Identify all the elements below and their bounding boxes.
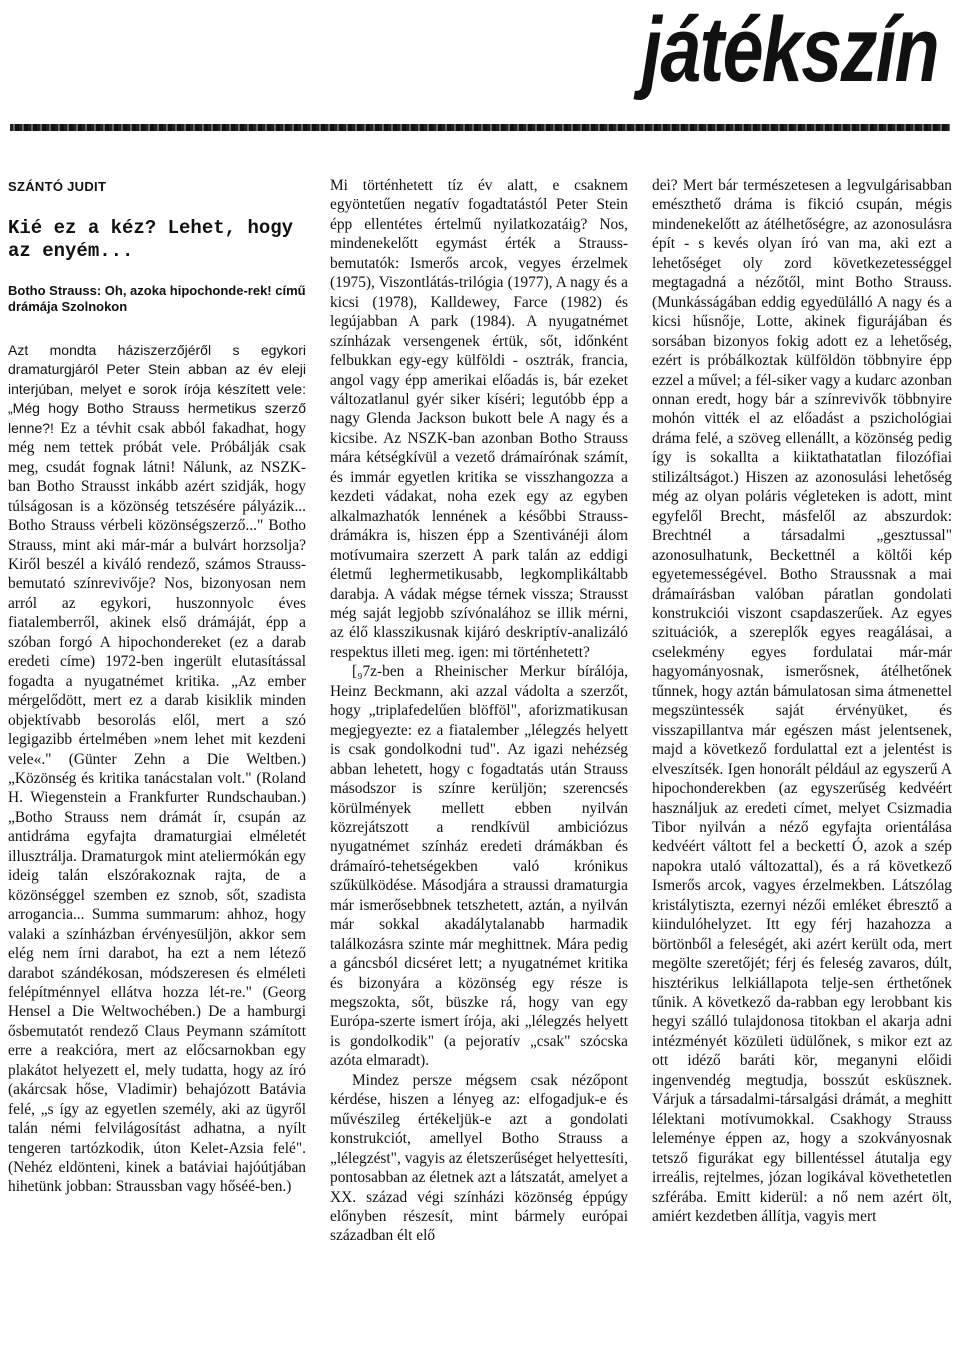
column-3-text: dei? Mert bár természetesen a legvulgárisabban emészthető dráma is fikció csupán, mégis mindenekelőtt az átélhetőségre, az azonosulásra épít - s kevés olyan író van ma, aki ezt a lehetőséget oly zord következetességgel megtagadná a nézőtől, mint Botho Strauss. (Munkásságában eddig egyedülálló A nagy és a kicsi hűsnője, Lotte, akinek figurájában és sorsában bizonyos fokig adott ez a lehetőség, ezért is próbálkoztak külföldön többnyire épp ezzel a művel; a fél-siker vagy a kudarc azonban onnan eredt, hogy bár a színrevivők többnyire mohón vitték el az előadást a pszichológiai dráma felé, a szöveg ellenállt, a közönség pedig így is sokallta a kiiktathatatlan filozófiai stilizáltságot.) Hiszen az azonosulási lehetőség még az olyan poláris végleteken is adott, mint egyfelől Brecht, másfelől az abszurdok: Brechtnél a társadalmi „gesztussal" azonosulhatunk, Beckettnél a költői kép egyetemességével. Botho Straussnak a mai drámaírásban valóban páratlan gondolati konstrukciói viszont csapdaszerűek. Az egyes szituációk, a szereplők egyes reagálásai, a cselekmény egyes fordulatai már-már hagyományosnak, ismerősnek, átélhetőnek tűnnek, hogy aztán bámulatosan sima átmenettel megszüntessék saját érvényüket, és visszapillantva már egészen mást jelentsenek, majd a következő fordulattal ezt a jelentést is elveszítsék. Igen honorált például az egyszerű A hipochonderekben (az egyszerűség kedvéért használjuk az eredeti címet, melyet Csizmadia Tibor nyilván a néző egyfajta orientálása kedvéért váltott fel a beckettí Ó, azok a szép napokra utaló változattal), és a rá következő Ismerős arcok, vagyes érzelmekben. Látszólag kristálytiszta, ezernyi nézői emléket ébresztő a kiindulóhelyzet. Itt egy férj hazahozza a börtönből a feleségét, aki azért került oda, mert megölte szeretőjét; férj és feleség zavaros, dúlt, hisztérikus lelkiállapota telje-sen érthetőnek tűnik. A következő da-rabban egy lerobbant kis hegyi szálló tulajdonosa titokban el akarja adni intézményét közületi üdülőnek, s mikor ezt az ott idéző baráti kör, meganyni előidi ingenvendég megtudja, bosszút esküsznek. Várjuk a társadalmi-társalgási drámát, a meghitt lélektani motívumokkal. Csakhogy Strauss leleménye éppen az, hogy a szokványosnak tetsző figurákat egy billentéssel átutalja egy irreális, rejtelmes, józan logikával követhetetlen szférába. Emitt kiderül: a nő nem azért ölt, amiért kezdetben állítja, vagyis mert bbox=[652, 177, 952, 1226]
masthead-title: játékszín bbox=[641, 0, 938, 101]
column-3 bbox=[652, 176, 952, 1226]
header-rule bbox=[10, 124, 950, 131]
column-2 bbox=[330, 176, 628, 1246]
lead-text: Azt mondta háziszerzőjéről s egykori dramaturgjáról Peter Stein abban az év eleji interjúban, melyet e sorok írója készített vele: „Még hogy Botho Strauss hermetikus szerző lenne?! bbox=[8, 342, 306, 436]
column-2-paragraph-3: Mindez persze mégsem csak nézőpont kérdése, hiszen a lényeg az: elfogadjuk-e és művészileg értékeljük-e azt a gondolati konstrukciót, amellyel Botho Strauss a „lélegzést", vagyis az életszerűséget helyettesíti, pontosabban az életnek azt a látszatát, amelyet a XX. század végi színházi közönség éppúgy előnyben részesít, mint bármely európai században élt elő bbox=[330, 1071, 628, 1245]
column-2-paragraph-1: Mi történhetett tíz év alatt, e csaknem egyöntetűen negatív fogadtatástól Peter Stein épp ellentétes értelmű nyilatkozatáig? Nos, mindenekelőtt egymást érték a Strauss-bemutatók: Ismerős arcok, vegyes érzelmek (1975), Viszontlátás-trilógia (1977), A nagy és a kicsi (1978), Kalldewey, Farce (1982) és legújabban A park (1984). A nyugatnémet színházak versengenek értük, sőt, időnként felbukkan egy-egy külföldi - osztrák, francia, angol vagy épp amerikai előadás is, bár ezeket változatlanul gyér siker kíséri; legutóbb épp a nagy Glenda Jackson bukott bele A nagy és a kicsibe. Az NSZK-ban azonban Botho Strauss mára kétségkívül a vezető drámaírónak számít, és immár egyetlen kritika se visszhangozza a kezdeti vádakat, noha ezek egy az egyben alkalmazhatók lennének a későbbi Strauss-drámákra is, hiszen épp a Szentivánéji álom motívumaira szerzett A park talán az eddigi életmű leghermetikusabb, legkomplikáltabb darabja. A vádak mégse térnek vissza; Strausst még saját legjobb szívónalához se illik mérni, az élő klasszikusnak kijáró deskriptív-analizáló respektus illeti meg. igen: mi történhetett? bbox=[330, 177, 628, 661]
column-1 bbox=[8, 176, 306, 1197]
column-1-text bbox=[8, 341, 306, 1197]
author-name: SZÁNTÓ JUDIT bbox=[8, 179, 107, 194]
headline: Kié ez a kéz? Lehet, hogy az enyém... bbox=[8, 217, 294, 262]
column-1-body: Ez a tévhit csak abból fakadhat, hogy még nem tettek próbát vele. Próbálják csak meg, csudát fognak látni! Nálunk, az NSZK-ban Botho Strausst inkább azért szidják, hogy túlságosan is a közönség tetszésére pályázik... Botho Strauss vérbeli közönségszerző..." Botho Strauss, mint aki már-már a bulvárt horzsolja? Kiről beszél a kiváló rendező, számos Strauss-bemutató színrevivője? Nos, bizonyosan nem arról az egykori, huszonnyolc éves fiatalemberről, akinek első drámáját, épp a szóban forgó A hipochondereket (ez a darab eredeti címe) 1972-ben ingerült elutasítással fogadta a nyugatnémet kritika. „Az ember mérgelődött, mert ez a darab kisiklik minden objektívabb besorolás elől, mert a szó legigazibb értelmében »nem lehet mit kezdeni vele«." (Günter Zehn a Die Weltben.) „Közönség és kritika tanácstalan volt." (Roland H. Wiegenstein a Frankfurter Rundschauban.) „Botho Strauss nem drámát ír, csupán az antidráma egyfajta dramaturgiai elméletét illusztrálja. Dramaturgok mint ateliermókán egy ideig talán elszórakoznak rajta, de a közönséggel szemben ez sznob, sőt, szadista arrogancia... Summa summarum: ahhoz, hogy valaki a színházban érvényesüljön, akkor sem elég nem írni darabot, ha ezt a nem létező darabot szándékosan, módszeresen és elméleti felépítménnyel ellátva hozza lét-re." (Georg Hensel a Die Weltwochében.) De a hamburgi ősbemutatót rendező Claus Peymann számított erre a reakcióra, mert az előcsarnokban egy plakátot helyezett el, mely tudatta, hogy az író (akárcsak hőse, Vladimir) behajózott Batávia felé, „s így az egyetlen személy, aki az ügyről talán némi felvilágosítást adhatna, a nyílt tengeren tartózkodik, úton Kelet-Azsia felé". (Nehéz eldönteni, kinek a batáviai hajóútjában hihetünk jobban: Straussban vagy hőséé-ben.) bbox=[8, 419, 306, 1196]
subtitle: Botho Strauss: Oh, azoka hipochonde-rek! című drámája Szolnokon bbox=[8, 283, 306, 314]
column-2-paragraph-2: [₉7z-ben a Rheinischer Merkur bírálója, Heinz Beckmann, aki azzal vádolta a szerzőt, hogy „triplafedelűen blöfföl", aforizmatikusan megjegyezte: ez a fiatalember „lélegzés helyett is csak gondolkodni tud". Az igazi nehézség abban lehetett, hogy c fogadtatás után Strauss másodszor is színre kerüljön; szerencsés körülmények mellett ebben nyilván közrejátszott a rendkívül ambiciózus nyugatnémet színház eredeti drámákban és drámaíró-tehetségekben való krónikus szűkülködése. Másodjára a straussi dramaturgia már ismerősebbnek tetszhetett, aztán, a nyilván már sokkal akadálytalanabb harmadik találkozásra szinte már meghittnek. Mára pedig a gáncsból dicséret lett; a nyugatnémet kritika és bizonyára a közönség egy része is megszokta, sőt, büszke rá, hogy van egy Európa-szerte ismert írója, aki „lélegzés helyett is gondolkodik" (a pejoratív „csak" szócska azóta elmaradt). bbox=[330, 663, 628, 1070]
